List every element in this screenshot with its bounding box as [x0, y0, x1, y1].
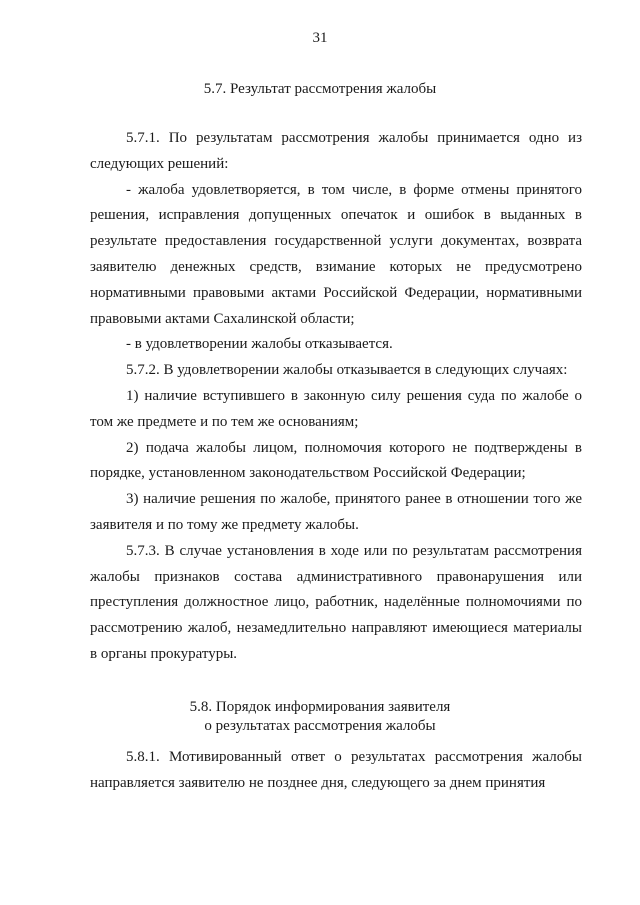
paragraph-5-7-1: 5.7.1. По результатам рассмотрения жалобы принимается одно из следующих решений:: [90, 130, 582, 172]
page-number: 31: [312, 30, 328, 46]
section-5-8-heading-line-1: 5.8. Порядок информирования заявителя: [189, 699, 451, 715]
section-5-8-heading: [0, 698, 640, 736]
paragraph-refusal-case-3: 3) наличие решения по жалобе, принятого ранее в отношении того же заявителя и по тому же предмету жалобы.: [90, 491, 582, 533]
paragraph-5-7-3: 5.7.3. В случае установления в ходе или по результатам рассмотрения жалобы признаков состава административного правонарушения или преступления должностное лицо, работник, наделённые полномочиями по рассмотрению жалоб, незамедлительно направляют имеющиеся материалы в органы прокуратуры.: [90, 542, 582, 662]
paragraph-5-7-2: 5.7.2. В удовлетворении жалобы отказывается в следующих случаях:: [126, 362, 568, 379]
paragraph-5-8-1: 5.8.1. Мотивированный ответ о результатах рассмотрения жалобы направляется заявителю не позднее дня, следующего за днем принятия: [90, 749, 582, 791]
section-5-7-heading: 5.7. Результат рассмотрения жалобы: [203, 81, 437, 97]
paragraph-refusal-case-1: 1) наличие вступившего в законную силу решения суда по жалобе о том же предмете и по тем же основаниям;: [90, 387, 582, 430]
section-5-8-body: [90, 745, 582, 797]
paragraph-refusal-case-2: 2) подача жалобы лицом, полномочия которого не подтверждены в порядке, установленном законодательством Российской Федерации;: [90, 439, 582, 482]
paragraph-decision-satisfied: - жалоба удовлетворяется, в том числе, в форме отмены принятого решения, исправления допущенных опечаток и ошибок в выданных в результате предоставления государственной услуги документах, возврата заявителю денежных средств, взимание которых не предусмотрено нормативными правовыми актами Российской Федерации, нормативными правовыми актами Сахалинской области;: [90, 181, 582, 327]
paragraph-decision-refused: - в удовлетворении жалобы отказывается.: [126, 336, 393, 353]
section-5-8-heading-line-2: о результатах рассмотрения жалобы: [204, 718, 436, 734]
section-5-7-body: [90, 126, 582, 668]
